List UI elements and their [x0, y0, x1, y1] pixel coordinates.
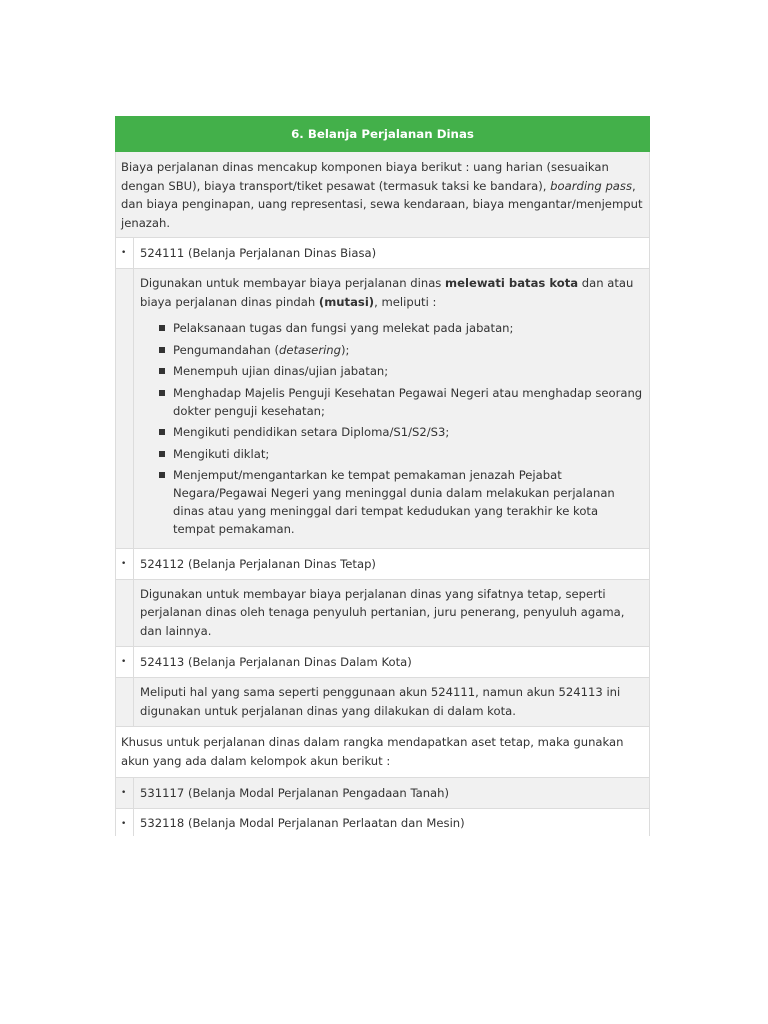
- list-item-text: Pelaksanaan tugas dan fungsi yang melekat pada jabatan;: [173, 321, 514, 335]
- row-gutter: [116, 238, 134, 268]
- row-gutter: [116, 549, 134, 579]
- account-desc-524111: [116, 269, 649, 549]
- list-item-text: Menempuh ujian dinas/ujian jabatan;: [173, 364, 389, 378]
- account-desc-524113: [116, 678, 649, 727]
- list-item-text: Menjemput/mengantarkan ke tempat pemakaman jenazah Pejabat Negara/Pegawai Negeri yang meninggal dunia dalam melakukan perjalanan dinas atau yang meninggal dari tempat kedudukan yang terakhir ke kota tempat pemakaman.: [173, 468, 615, 536]
- list-item: [159, 384, 643, 420]
- bullet-icon: •: [121, 248, 127, 258]
- account-label: 532118 (Belanja Modal Perjalanan Perlaatan dan Mesin): [140, 815, 465, 830]
- row-gutter: [116, 269, 134, 548]
- bullet-icon: •: [121, 788, 127, 798]
- square-bullet-icon: [159, 429, 165, 435]
- account-row-524112: [116, 549, 649, 580]
- table-header: [115, 116, 650, 152]
- row-gutter: [116, 678, 134, 726]
- list-item-text: Menghadap Majelis Penguji Kesehatan Pegawai Negeri atau menghadap seorang dokter penguji kesehatan;: [173, 385, 643, 418]
- account-row-532118: [116, 809, 649, 836]
- capital-note: Khusus untuk perjalanan dinas dalam rangka mendapatkan aset tetap, maka gunakan akun yang ada dalam kelompok akun berikut :: [116, 727, 649, 778]
- row-gutter: [116, 778, 134, 808]
- square-bullet-icon: [159, 347, 165, 353]
- intro-text-1: Biaya perjalanan dinas mencakup komponen biaya berikut : uang harian (sesuaikan dengan SBU), biaya transport/tiket pesawat (termasuk taksi ke bandara),: [121, 160, 609, 193]
- list-item: [159, 466, 643, 538]
- desc-bold: melewati batas kota: [445, 276, 579, 290]
- list-item: [159, 341, 643, 359]
- square-bullet-icon: [159, 368, 165, 374]
- bullet-icon: •: [121, 657, 127, 667]
- list-item-text: Mengikuti pendidikan setara Diploma/S1/S2/S3;: [173, 425, 450, 439]
- square-bullet-icon: [159, 472, 165, 478]
- row-gutter: [116, 809, 134, 836]
- desc-text: dan atau biaya perjalanan dinas pindah: [140, 276, 634, 309]
- desc-text: Digunakan untuk membayar biaya perjalanan dinas: [140, 276, 446, 290]
- row-gutter: [116, 647, 134, 677]
- list-item: [159, 445, 643, 463]
- desc-bold: (mutasi): [318, 294, 375, 309]
- account-label: 524111 (Belanja Perjalanan Dinas Biasa): [140, 246, 377, 260]
- square-bullet-icon: [159, 390, 165, 396]
- account-label: 524112 (Belanja Perjalanan Dinas Tetap): [140, 556, 376, 571]
- account-desc-524112: [116, 580, 649, 648]
- coverage-list: [140, 319, 643, 538]
- list-item: [159, 423, 643, 441]
- intro-paragraph: [116, 152, 649, 238]
- row-gutter: [116, 580, 134, 647]
- expense-table: [115, 116, 650, 836]
- account-row-524111: [116, 238, 649, 269]
- bullet-icon: •: [121, 558, 127, 569]
- desc-paragraph: Digunakan untuk membayar biaya perjalanan dinas yang sifatnya tetap, seperti perjalanan dinas oleh tenaga penyuluh pertanian, juru penerang, penyuluh agama, dan lainnya.: [140, 586, 625, 638]
- account-row-524113: [116, 647, 649, 678]
- desc-paragraph: Meliputi hal yang sama seperti penggunaan akun 524111, namun akun 524113 ini digunakan untuk perjalanan dinas yang dilakukan di dalam kota.: [140, 685, 621, 718]
- list-item: [159, 362, 643, 380]
- table-title: 6. Belanja Perjalanan Dinas: [291, 127, 474, 141]
- list-item-text: Pengumandahan (: [173, 342, 279, 357]
- desc-text: , meliputi :: [374, 294, 437, 309]
- account-label: 531117 (Belanja Modal Perjalanan Pengadaan Tanah): [140, 786, 450, 800]
- list-item-text: );: [341, 342, 350, 357]
- bullet-icon: •: [121, 819, 127, 829]
- list-item-text: Mengikuti diklat;: [173, 446, 270, 461]
- list-item-italic: detasering: [279, 342, 342, 357]
- desc-paragraph: [140, 274, 643, 311]
- square-bullet-icon: [159, 325, 165, 331]
- account-label: 524113 (Belanja Perjalanan Dinas Dalam Kota): [140, 655, 412, 669]
- intro-italic: boarding pass: [550, 178, 632, 193]
- intro-text-2: , dan biaya penginapan, uang representasi, sewa kendaraan, biaya mengantar/menjemput jenazah.: [121, 178, 643, 230]
- square-bullet-icon: [159, 451, 165, 457]
- list-item: [159, 319, 643, 337]
- account-row-531117: [116, 778, 649, 809]
